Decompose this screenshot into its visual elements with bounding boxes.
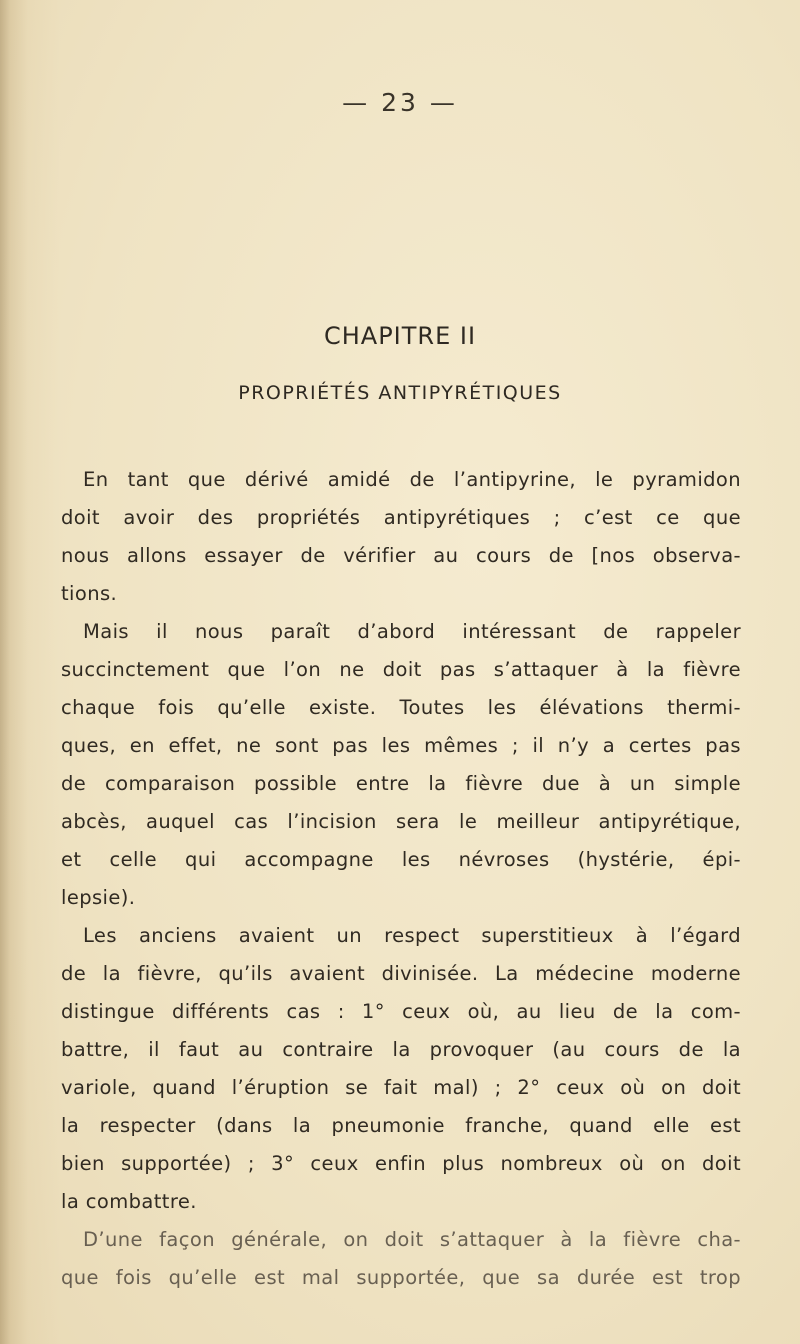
text-line: de la fièvre, qu’ils avaient divinisée. La médecine moderne (61, 962, 741, 985)
text-line: D’une façon générale, on doit s’attaquer à la fièvre cha- (83, 1228, 741, 1251)
text-line: abcès, auquel cas l’incision sera le meilleur antipyrétique, (61, 810, 741, 833)
text-line: chaque fois qu’elle existe. Toutes les élévations thermi- (61, 696, 741, 719)
text-line: ques, en effet, ne sont pas les mêmes ; il n’y a certes pas (61, 734, 741, 757)
chapter-title: CHAPITRE II (323, 322, 477, 350)
text-line: et celle qui accompagne les névroses (hystérie, épi- (61, 848, 741, 871)
text-line: nous allons essayer de vérifier au cours de [nos observa- (61, 544, 741, 567)
text-line: battre, il faut au contraire la provoquer (au cours de la (61, 1038, 741, 1061)
section-title: PROPRIÉTÉS ANTIPYRÉTIQUES (238, 382, 562, 404)
text-line: Mais il nous paraît d’abord intéressant de rappeler (83, 620, 741, 643)
page-number: — 23 — (342, 88, 458, 117)
text-line: succinctement que l’on ne doit pas s’attaquer à la fièvre (61, 658, 741, 681)
text-line: que fois qu’elle est mal supportée, que sa durée est trop (61, 1266, 741, 1289)
text-line: doit avoir des propriétés antipyrétiques ; c’est ce que (61, 506, 741, 529)
text-line: la respecter (dans la pneumonie franche, quand elle est (61, 1114, 741, 1137)
text-line: Les anciens avaient un respect superstitieux à l’égard (83, 924, 741, 947)
text-line: de comparaison possible entre la fièvre due à un simple (61, 772, 741, 795)
text-line: variole, quand l’éruption se fait mal) ; 2° ceux où on doit (61, 1076, 741, 1099)
text-line: la combattre. (61, 1190, 197, 1213)
text-line: tions. (61, 582, 118, 605)
body-text (61, 461, 741, 1297)
text-line: bien supportée) ; 3° ceux enfin plus nombreux où on doit (61, 1152, 741, 1175)
text-line: lepsie). (61, 886, 136, 909)
text-line: distingue différents cas : 1° ceux où, au lieu de la com- (61, 1000, 741, 1023)
text-line: En tant que dérivé amidé de l’antipyrine, le pyramidon (83, 468, 741, 491)
